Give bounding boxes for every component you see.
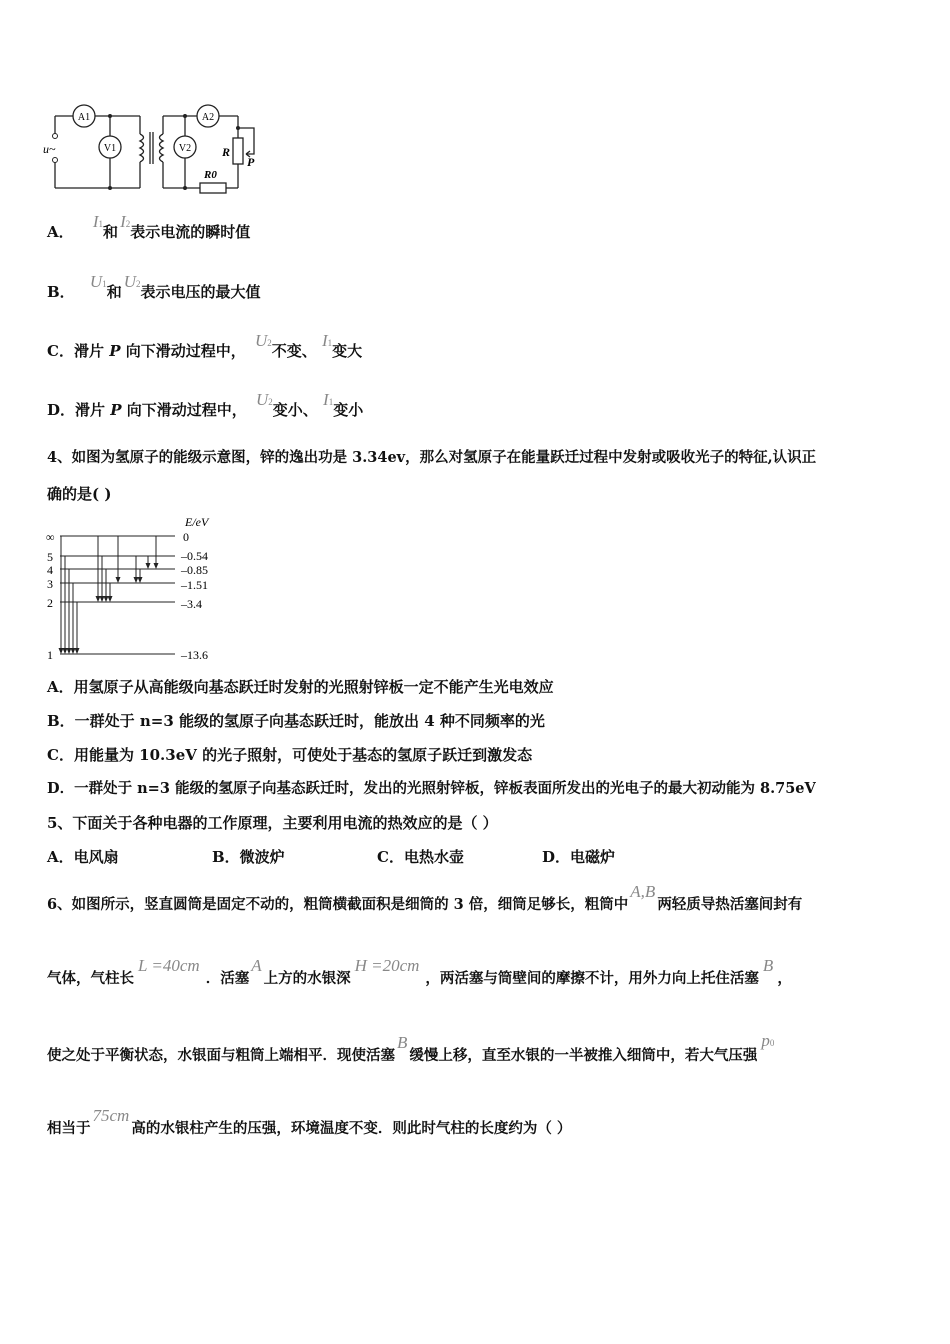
q5-option-d[interactable]: D．电磁炉 xyxy=(542,848,616,866)
option-post: 向下滑动过程中， xyxy=(121,401,247,419)
math-subscript: 1 xyxy=(98,219,104,229)
math-var: I xyxy=(120,212,126,231)
q4-option-a[interactable]: A．用氢原子从高能级向基态跃迁时发射的光照射锌板一定不能产生光电效应 xyxy=(47,678,554,696)
option-connector: 和 xyxy=(106,283,122,301)
math-var: U xyxy=(254,331,268,350)
level-e-5: –0.54 xyxy=(181,549,208,563)
resistor-r0-label: R0 xyxy=(204,169,217,181)
q6-text: 气体，气柱长 xyxy=(47,970,134,987)
ammeter-a1-label: A1 xyxy=(77,112,91,123)
q3-option-a[interactable] xyxy=(47,212,251,244)
option-text: 表示电压的最大值 xyxy=(140,283,261,301)
q4-stem-line1: 4、如图为氢原子的能级示意图，锌的逸出功是 3.34ev，那么对氢原子在能量跃迁过程中发射或吸收光子的特征,认识正 xyxy=(47,449,817,466)
option-connector: 不变、 xyxy=(271,342,317,360)
q4-option-b[interactable]: B．一群处于 n=3 能级的氢原子向基态跃迁时，能放出 4 种不同频率的光 xyxy=(47,712,545,730)
q5-option-a[interactable]: A．电风扇 xyxy=(47,848,119,866)
math-subscript: 2 xyxy=(125,219,131,229)
q5-stem: 5、下面关于各种电器的工作原理，主要利用电流的热效应的是（ ） xyxy=(47,814,498,832)
energy-axis-label: E/eV xyxy=(185,515,209,529)
option-pre: 滑片 xyxy=(75,401,111,419)
transformer-circuit-diagram xyxy=(40,98,280,198)
q4-stem-line2: 确的是( ) xyxy=(47,485,112,503)
slider-p-ref: P xyxy=(109,342,121,360)
math-var: U xyxy=(123,272,136,291)
hydrogen-energy-level-diagram xyxy=(40,512,240,667)
option-key: D． xyxy=(47,401,76,419)
math-h: H =20cm xyxy=(354,956,420,975)
q4-option-c[interactable]: C．用能量为 10.3eV 的光子照射，可使处于基态的氢原子跃迁到激发态 xyxy=(47,746,533,764)
math-var: p xyxy=(761,1031,770,1050)
math-var: U xyxy=(256,390,269,409)
level-n-inf: ∞ xyxy=(46,530,55,544)
math-b: B xyxy=(397,1033,408,1052)
q6-text: 上方的水银深 xyxy=(263,970,351,987)
ammeter-a2-label: A2 xyxy=(201,112,215,123)
math-subscript: 1 xyxy=(327,338,333,348)
slider-p-ref: P xyxy=(110,401,122,419)
math-subscript: 2 xyxy=(136,279,141,289)
q6-stem-line2 xyxy=(47,956,792,989)
resistor-r-label: R xyxy=(222,145,231,159)
level-n-3: 3 xyxy=(47,577,53,591)
q6-text: 使之处于平衡状态，水银面与粗筒上端相平．现使活塞 xyxy=(47,1047,395,1064)
level-e-1: –13.6 xyxy=(181,648,208,662)
option-text: 变小 xyxy=(333,401,364,419)
q3-option-b[interactable] xyxy=(47,272,261,304)
math-var: I xyxy=(92,212,99,231)
level-n-5: 5 xyxy=(47,550,53,564)
q6-stem-line4 xyxy=(47,1106,572,1139)
math-var: I xyxy=(321,331,328,350)
math-l: L =40cm xyxy=(138,956,200,975)
math-subscript: 1 xyxy=(102,279,107,289)
math-subscript: 0 xyxy=(769,1038,775,1048)
option-text: 变大 xyxy=(332,342,363,360)
math-subscript: 1 xyxy=(328,397,334,407)
option-text: 表示电流的瞬时值 xyxy=(130,223,251,241)
q6-stem-line3 xyxy=(47,1031,775,1067)
slider-p-label: P xyxy=(247,155,255,169)
voltmeter-v1-label: V1 xyxy=(103,143,117,154)
q6-text: ，两活塞与筒壁间的摩擦不计，用外力向上托住活塞 xyxy=(425,970,759,987)
math-subscript: 2 xyxy=(268,397,273,407)
math-b: B xyxy=(762,956,774,975)
option-post: 向下滑动过程中， xyxy=(120,342,246,360)
option-key: B． xyxy=(47,283,75,301)
level-n-2: 2 xyxy=(47,596,53,610)
math-var: I xyxy=(323,390,329,409)
level-e-2: –3.4 xyxy=(181,597,202,611)
q5-option-c[interactable]: C．电热水壶 xyxy=(377,848,464,866)
option-key: A． xyxy=(47,223,74,241)
q4-option-d[interactable]: D．一群处于 n=3 能级的氢原子向基态跃迁时，发出的光照射锌板，锌板表面所发出的光电子的最大初动能为 8.75eV xyxy=(47,780,816,797)
level-e-4: –0.85 xyxy=(181,563,208,577)
option-connector: 和 xyxy=(103,223,119,241)
q6-text: 高的水银柱产生的压强，环境温度不变．则此时气柱的长度约为（ ） xyxy=(131,1120,572,1137)
option-connector: 变小、 xyxy=(272,401,318,419)
math-a: A xyxy=(251,956,262,975)
level-n-1: 1 xyxy=(47,648,53,662)
level-n-4: 4 xyxy=(47,563,53,577)
q6-text: ， xyxy=(777,970,792,987)
q3-option-d[interactable] xyxy=(47,390,364,422)
q6-text: 6、如图所示，竖直圆筒是固定不动的，粗筒横截面积是细筒的 3 倍，细筒足够长，粗筒中 xyxy=(47,896,629,913)
math-75cm: 75cm xyxy=(92,1106,130,1125)
q6-stem-line1 xyxy=(47,882,803,915)
math-subscript: 2 xyxy=(267,338,272,348)
q6-text: 相当于 xyxy=(47,1120,91,1137)
source-label: u~ xyxy=(43,142,56,156)
level-e-inf: 0 xyxy=(183,530,189,544)
q6-text: 两轻质导热活塞间封有 xyxy=(657,896,803,913)
level-e-3: –1.51 xyxy=(181,578,208,592)
option-key: C． xyxy=(47,342,74,360)
q6-text: 缓慢上移，直至水银的一半被推入细筒中，若大气压强 xyxy=(409,1047,758,1064)
q5-option-b[interactable]: B．微波炉 xyxy=(212,848,285,866)
voltmeter-v2-label: V2 xyxy=(178,143,192,154)
math-var: U xyxy=(89,272,103,291)
q3-option-c[interactable] xyxy=(47,331,363,363)
q6-text: ．活塞 xyxy=(205,970,250,987)
option-pre: 滑片 xyxy=(73,342,110,360)
math-ab: A,B xyxy=(630,882,656,901)
